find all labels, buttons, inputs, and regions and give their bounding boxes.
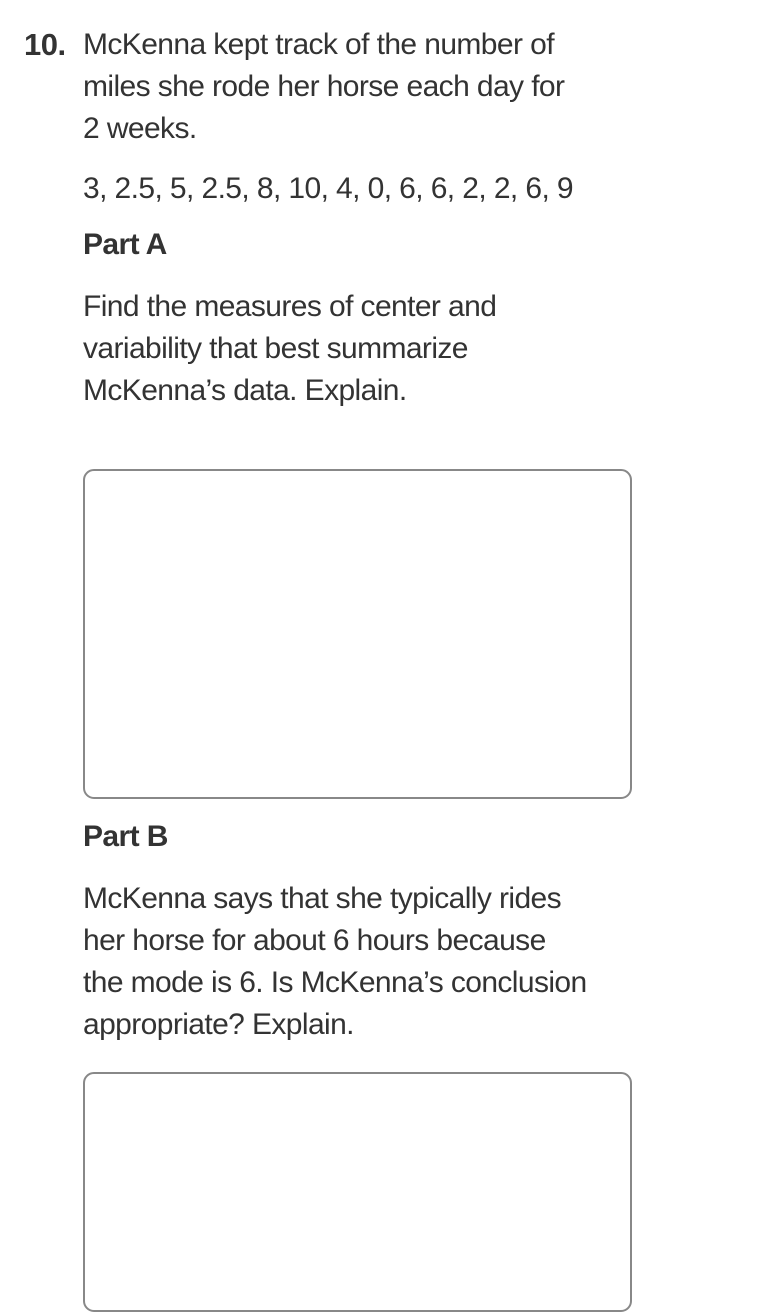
part-b-line: appropriate? Explain. bbox=[83, 1008, 354, 1041]
part-b-line: the mode is 6. Is McKenna’s conclusion bbox=[83, 966, 587, 999]
prompt-line: 2 weeks. bbox=[83, 112, 197, 145]
question-content bbox=[83, 24, 683, 412]
part-b-line: her horse for about 6 hours because bbox=[83, 924, 546, 957]
part-b-answer-box[interactable] bbox=[83, 1072, 632, 1312]
prompt-line: McKenna kept track of the number of bbox=[83, 28, 554, 61]
question-prompt bbox=[83, 24, 683, 150]
part-a-line: McKenna’s data. Explain. bbox=[83, 374, 407, 407]
data-values: 3, 2.5, 5, 2.5, 8, 10, 4, 0, 6, 6, 2, 2, 6, 9 bbox=[83, 172, 574, 205]
part-a-line: variability that best summarize bbox=[83, 332, 468, 365]
part-a-heading: Part A bbox=[83, 228, 167, 261]
part-b-section bbox=[83, 816, 683, 1046]
part-b-heading: Part B bbox=[83, 820, 168, 853]
part-a-line: Find the measures of center and bbox=[83, 290, 497, 323]
part-b-text bbox=[83, 878, 683, 1046]
part-a-answer-box[interactable] bbox=[83, 469, 632, 799]
prompt-line: miles she rode her horse each day for bbox=[83, 70, 565, 103]
part-b-line: McKenna says that she typically rides bbox=[83, 882, 562, 915]
question-number: 10. bbox=[24, 27, 66, 62]
part-a-text bbox=[83, 286, 683, 412]
